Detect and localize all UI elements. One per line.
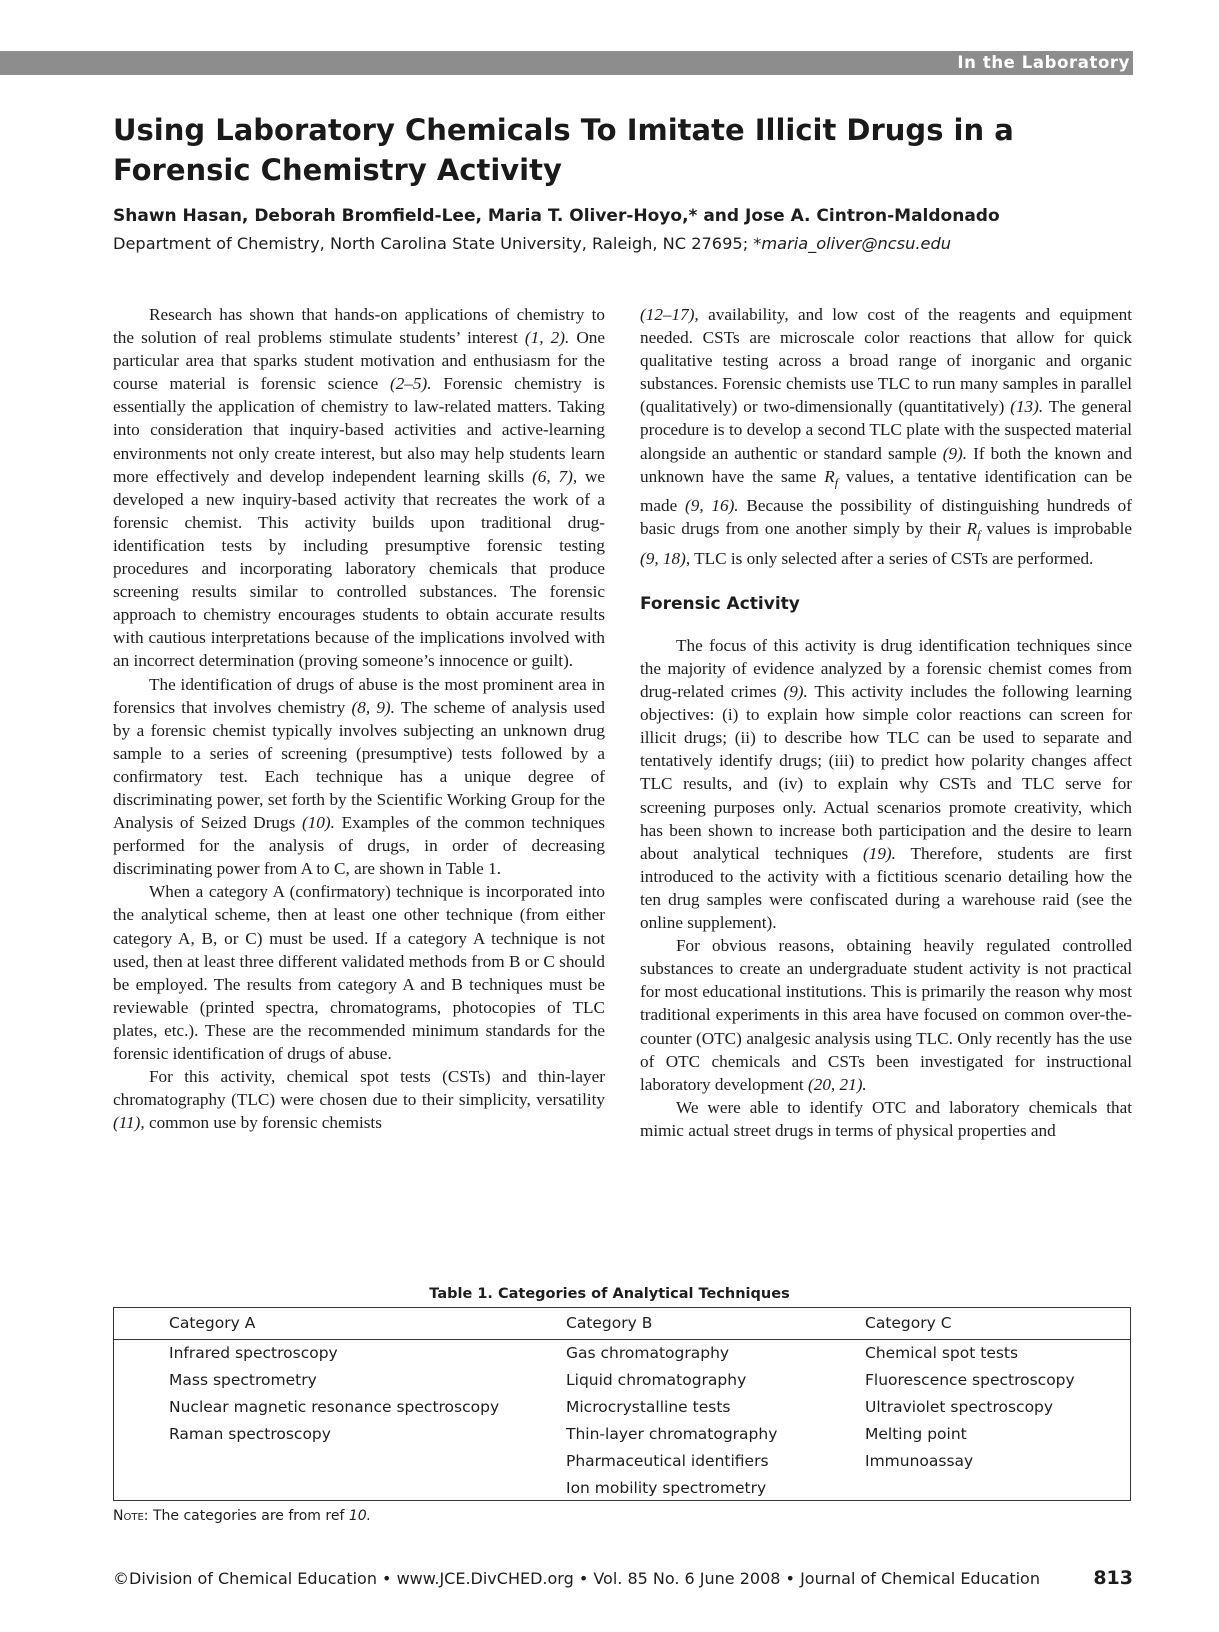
citation-text: f: [834, 475, 839, 490]
footer-text: ©Division of Chemical Education • www.JCE.DivCHED.org • Vol. 85 No. 6 June 2008 • Journal of Chemical Education: [113, 1569, 1040, 1588]
citation-text: (9, 16).: [685, 496, 739, 516]
body-text: The focus of this activity is drug identification techniques since the majority of evidence analyzed by a forensic chemist comes from drug-related crimes: [640, 635, 1132, 702]
table-note-label: Note:: [113, 1508, 149, 1524]
body-text: This activity includes the following learning objectives: (i) to explain how simple color reactions can screen for illicit drugs; (ii) to describe how TLC can be used to separate and tentatively identify drugs; (iii) to predict how polarity changes affect TLC results, and (iv) to explain why CSTs and TLC serve for screening purposes only. Actual scenarios promote creativity, which has been shown to increase both participation and the desire to learn about analytical techniques: [640, 682, 1133, 863]
body-text: The identification of drugs of abuse is the most prominent area in forensics that involves chemistry: [113, 674, 605, 717]
paragraph: [113, 303, 605, 673]
citation-text: (19).: [863, 843, 896, 863]
table-column-header: Category C: [865, 1314, 952, 1332]
table-cell: Chemical spot tests: [865, 1344, 1019, 1362]
citation-text: (12–17),: [640, 305, 699, 324]
body-text: When a category A (confirmatory) technique is incorporated into the analytical scheme, then at least one other technique (from either category A, B, or C) must be used. If a category A technique is not used, then at least three different validated methods from B or C should be employed. The results from category A and B techniques must be reviewable (printed spectra, chromatograms, photocopies of TLC plates, etc.). These are the recommended minimum standards for the forensic identification of drugs of abuse.: [113, 882, 605, 1063]
section-body: [640, 634, 1132, 1142]
body-text: For this activity, chemical spot tests (CSTs) and thin-layer chromatography (TLC) were chosen due to their simplicity, versatility: [113, 1067, 605, 1110]
table-column-b: [566, 1312, 777, 1503]
table-cell: Liquid chromatography: [566, 1371, 747, 1389]
citation-text: (11),: [113, 1113, 145, 1133]
citation-text: (2–5).: [389, 374, 432, 394]
body-text: Forensic chemistry is essentially the application of chemistry to law-related matters. Taking into consideration that inquiry-based activities and active-learning environments not only create interest, but also may help students learn more effectively and develop independent learning skills: [113, 374, 605, 486]
body-text: values is improbable: [980, 519, 1132, 539]
body-column-right: [640, 303, 1132, 1142]
citation-text: (10).: [301, 813, 335, 833]
paragraph: [113, 673, 605, 881]
page-footer: [113, 1569, 1133, 1588]
citation-text: (8, 9).: [351, 697, 395, 717]
citation-text: (9, 18),: [640, 548, 691, 568]
techniques-table: [113, 1307, 1131, 1501]
body-text: common use by forensic chemists: [144, 1113, 382, 1133]
table-cell: Raman spectroscopy: [169, 1425, 331, 1443]
body-text: If both the known and unknown have the same: [640, 443, 1132, 486]
table-column-header: Category A: [169, 1314, 256, 1332]
body-text: Examples of the common techniques performed for the analysis of drugs, in order of decreasing discriminating power from A to C, are shown in Table 1.: [113, 813, 605, 879]
author-list: Shawn Hasan, Deborah Bromfield-Lee, Maria T. Oliver-Hoyo,* and Jose A. Cintron-Maldonado: [113, 206, 1000, 226]
table-cell: Mass spectrometry: [169, 1371, 317, 1389]
body-text: values, a tentative identification can be made: [640, 466, 1133, 516]
table-cell: Pharmaceutical identifiers: [566, 1452, 769, 1470]
citation-text: (13).: [1010, 397, 1044, 417]
section-tag: In the Laboratory: [957, 53, 1130, 72]
body-text: TLC is only selected after a series of CSTs are performed.: [690, 548, 1094, 568]
body-text: The general procedure is to develop a second TLC plate with the suspected material alongside an authentic or standard sample: [640, 397, 1132, 463]
body-text: Research has shown that hands-on applications of chemistry to the solution of real problems stimulate students’ interest: [113, 305, 605, 348]
body-text: we developed a new inquiry-based activity that recreates the work of a forensic chemist. This activity builds upon traditional drug-identification tests by including presumptive forensic testing procedures and incorporating laboratory chemicals that produce screening results similar to controlled substances. The forensic approach to chemistry encourages students to obtain accurate results with cautious interpretations because of the implications involved with an incorrect determination (proving someone’s innocence or guilt).: [113, 466, 606, 671]
header-bar: [0, 51, 1133, 75]
citation-text: R: [824, 466, 835, 486]
section-heading: Forensic Activity: [640, 593, 800, 614]
table-column-header: Category B: [566, 1314, 653, 1332]
table-caption: Table 1. Categories of Analytical Techniques: [429, 1286, 790, 1302]
paragraph: [640, 634, 1132, 934]
table-cell: Ion mobility spectrometry: [566, 1479, 767, 1497]
citation-text: f: [977, 527, 981, 542]
citation-text: (1, 2).: [524, 328, 570, 348]
table-column-a: [169, 1312, 499, 1449]
table-cell: Gas chromatography: [566, 1344, 730, 1362]
citation-text: (20, 21).: [808, 1074, 867, 1094]
table-cell: Melting point: [865, 1425, 967, 1443]
citation-text: (9).: [783, 682, 808, 702]
continued-paragraph: [640, 303, 1132, 570]
paragraph: [113, 880, 605, 1065]
table-cell: Infrared spectroscopy: [169, 1344, 338, 1362]
citation-text: R: [966, 519, 978, 539]
article-title: Using Laboratory Chemicals To Imitate Illicit Drugs in a Forensic Chemistry Activity: [113, 113, 1014, 187]
table-cell: Ultraviolet spectroscopy: [865, 1398, 1054, 1416]
body-column-left: [113, 303, 605, 1134]
body-text: availability, and low cost of the reagents and equipment needed. CSTs are microscale color reactions that allow for quick qualitative testing across a broad range of inorganic and organic substances. Forensic chemists use TLC to run many samples in parallel (qualitatively) or two-dimensionally (quantitatively): [640, 305, 1132, 417]
page-number: 813: [1093, 1567, 1133, 1589]
table-note-ref: 10.: [348, 1508, 372, 1524]
body-text: Therefore, students are first introduced to the activity with a fictitious scenario detailing how the ten drug samples were confiscated during a warehouse raid (see the online supplement).: [640, 843, 1133, 933]
table-column-c: [865, 1312, 1075, 1476]
table-cell: Fluorescence spectroscopy: [865, 1371, 1075, 1389]
citation-text: (9).: [942, 443, 968, 463]
body-text: One particular area that sparks student motivation and enthusiasm for the course material is forensic science: [113, 328, 606, 394]
table-note-text: The categories are from ref: [148, 1508, 349, 1524]
table-cell: Thin-layer chromatography: [566, 1425, 778, 1443]
table-cell: Immunoassay: [865, 1452, 974, 1470]
body-text: Because the possibility of distinguishing hundreds of basic drugs from one another simply by their: [640, 496, 1132, 539]
body-text: For obvious reasons, obtaining heavily regulated controlled substances to create an undergraduate student activity is not practical for most educational institutions. This is primarily the reason why most traditional experiments in this area have focused on common over-the-counter (OTC) analgesic analysis using TLC. Only recently has the use of OTC chemicals and CSTs been investigated for instructional laboratory development: [640, 936, 1132, 1094]
table-cell: Microcrystalline tests: [566, 1398, 731, 1416]
affiliation-text: Department of Chemistry, North Carolina State University, Raleigh, NC 27695; *: [113, 234, 762, 253]
body-text: The scheme of analysis used by a forensic chemist typically involves subjecting an unknown drug sample to a series of screening (presumptive) tests followed by a confirmatory test. Each technique has a unique degree of discriminating power, set forth by the Scientific Working Group for the Analysis of Seized Drugs: [113, 697, 605, 833]
paragraph: [640, 934, 1132, 1096]
citation-text: (6, 7),: [532, 466, 578, 486]
table-cell: Nuclear magnetic resonance spectroscopy: [169, 1398, 500, 1416]
author-email[interactable]: maria_oliver@ncsu.edu: [761, 234, 952, 253]
table-note: [113, 1508, 371, 1524]
affiliation: [113, 234, 951, 253]
paragraph: [640, 1096, 1132, 1142]
body-text: We were able to identify OTC and laboratory chemicals that mimic actual street drugs in terms of physical properties and: [640, 1097, 1132, 1140]
paragraph: [113, 1065, 605, 1134]
